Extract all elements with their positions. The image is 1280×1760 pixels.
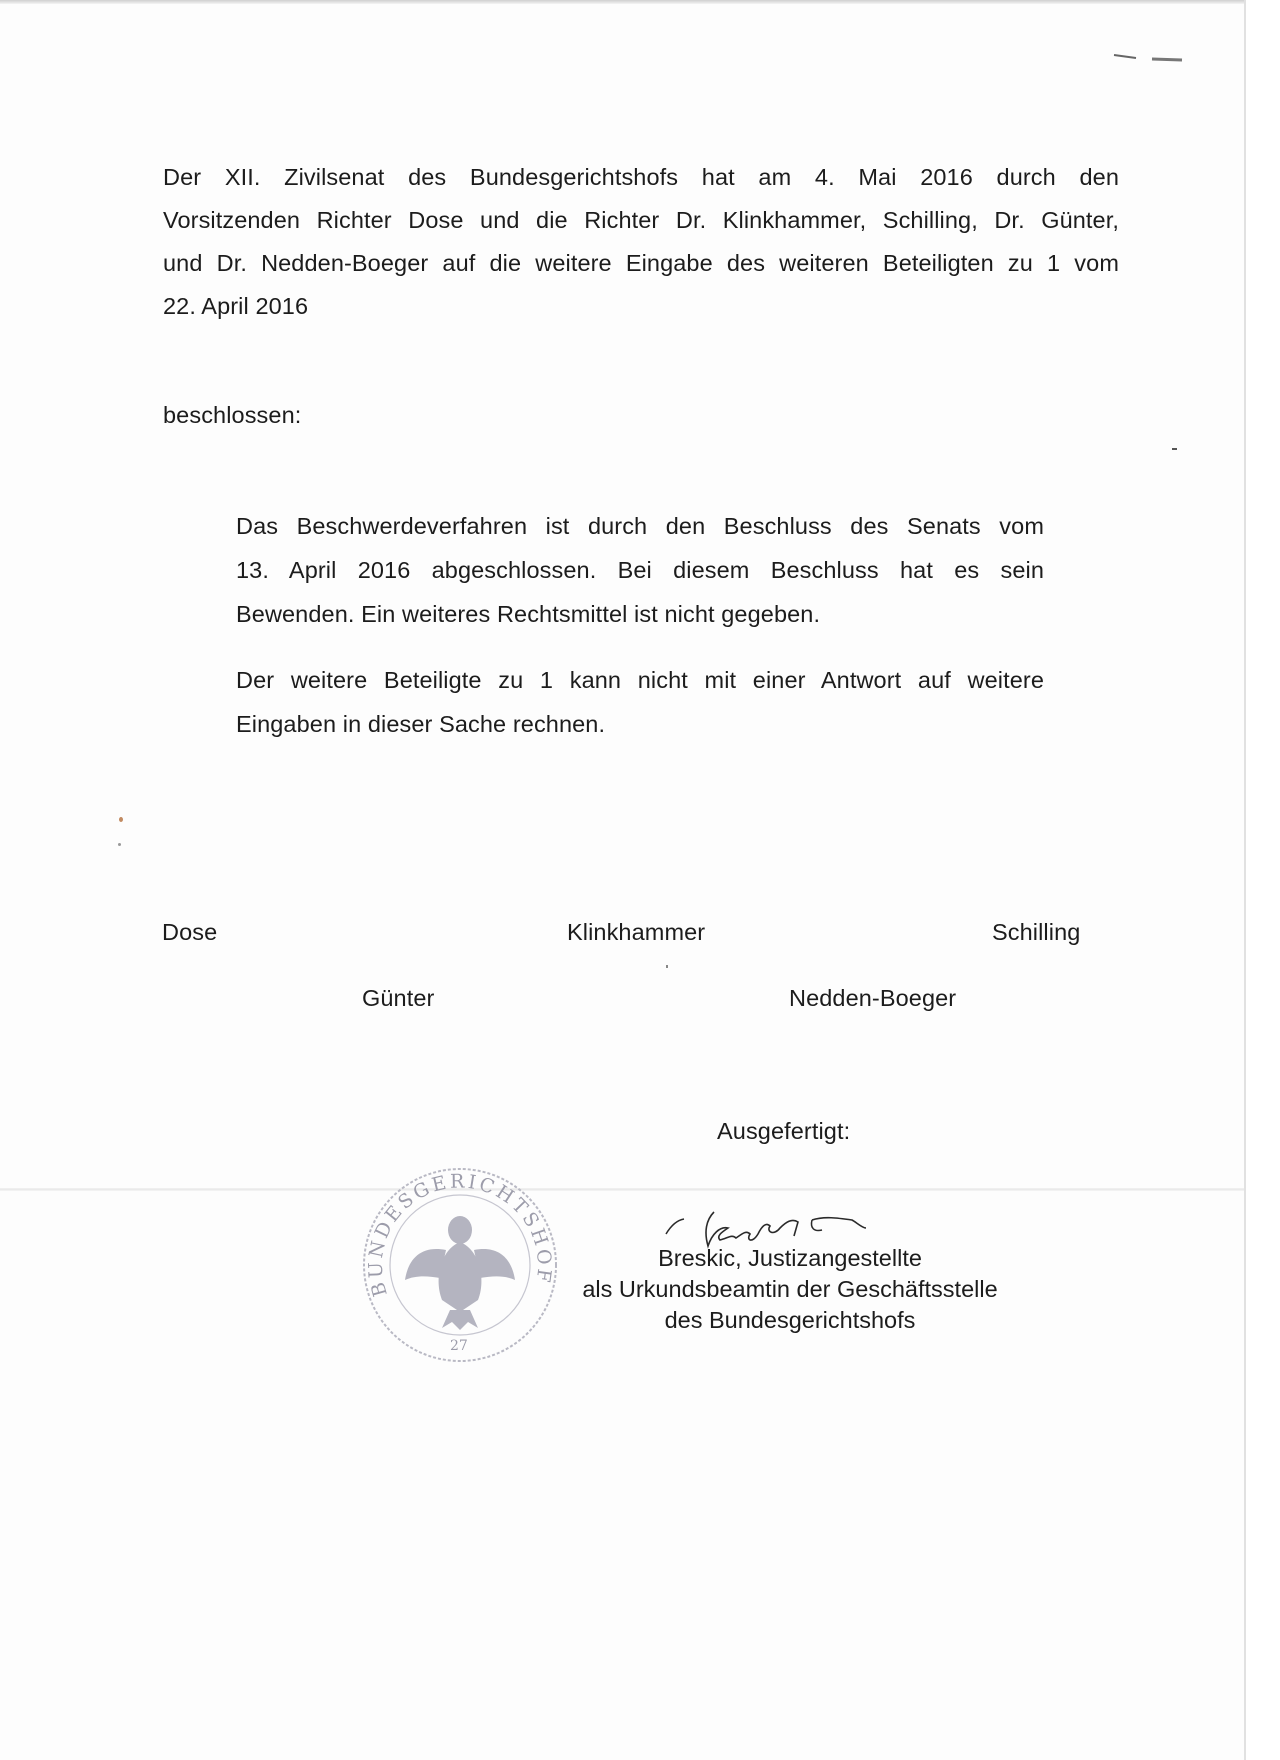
svg-text:BUNDESGERICHTSHOF: BUNDESGERICHTSHOF <box>364 1170 556 1299</box>
decision-block <box>236 506 1044 748</box>
judge-signature-name: Nedden-Boeger <box>789 985 957 1011</box>
speck-dot <box>666 965 668 968</box>
clerk-name: Breskic, Justizangestellte <box>658 1245 922 1271</box>
judge-signature-name: Dose <box>162 919 218 945</box>
scan-edge <box>0 0 1246 4</box>
decision-paragraph-2 <box>236 660 1044 748</box>
decision-line: 13. April 2016 abgeschlossen. Bei diesem Beschluss hat es sein <box>236 557 1044 583</box>
resolution-heading: beschlossen: <box>163 402 302 428</box>
decision-line: Der weitere Beteiligte zu 1 kann nicht mit einer Antwort auf weitere <box>236 667 1044 693</box>
certification-label: Ausgefertigt: <box>717 1118 851 1144</box>
decision-line: Das Beschwerdeverfahren ist durch den Beschluss des Senats vom <box>236 513 1044 539</box>
speck-dot <box>118 843 121 846</box>
intro-line: Vorsitzenden Richter Dose und die Richter Dr. Klinkhammer, Schilling, Dr. Günter, <box>163 207 1119 233</box>
intro-line: und Dr. Nedden-Boeger auf die weitere Eingabe des weiteren Beteiligten zu 1 vom <box>163 250 1119 276</box>
judge-signature-name: Schilling <box>992 919 1081 945</box>
scan-border <box>1244 0 1280 1760</box>
speck-dot <box>1172 448 1177 450</box>
decision-line: Bewenden. Ein weiteres Rechtsmittel ist nicht gegeben. <box>236 601 821 627</box>
clerk-role: als Urkundsbeamtin der Geschäftsstelle <box>582 1276 998 1302</box>
court-seal-stamp <box>350 1150 570 1370</box>
judge-signature-name: Günter <box>362 985 435 1011</box>
intro-line: Der XII. Zivilsenat des Bundesgerichtshofs hat am 4. Mai 2016 durch den <box>163 164 1119 190</box>
scan-smudge-mark <box>1112 52 1192 64</box>
clerk-certification <box>560 1243 1020 1336</box>
svg-text:27: 27 <box>450 1338 468 1354</box>
stain-dot <box>119 817 123 822</box>
intro-line: 22. April 2016 <box>163 293 309 319</box>
decision-paragraph-1 <box>236 506 1044 638</box>
paper-fold-line <box>0 1188 1246 1191</box>
judge-signature-name: Klinkhammer <box>567 919 706 945</box>
decision-line: Eingaben in dieser Sache rechnen. <box>236 711 606 737</box>
clerk-court: des Bundesgerichtshofs <box>664 1307 916 1333</box>
intro-paragraph <box>163 157 1119 329</box>
